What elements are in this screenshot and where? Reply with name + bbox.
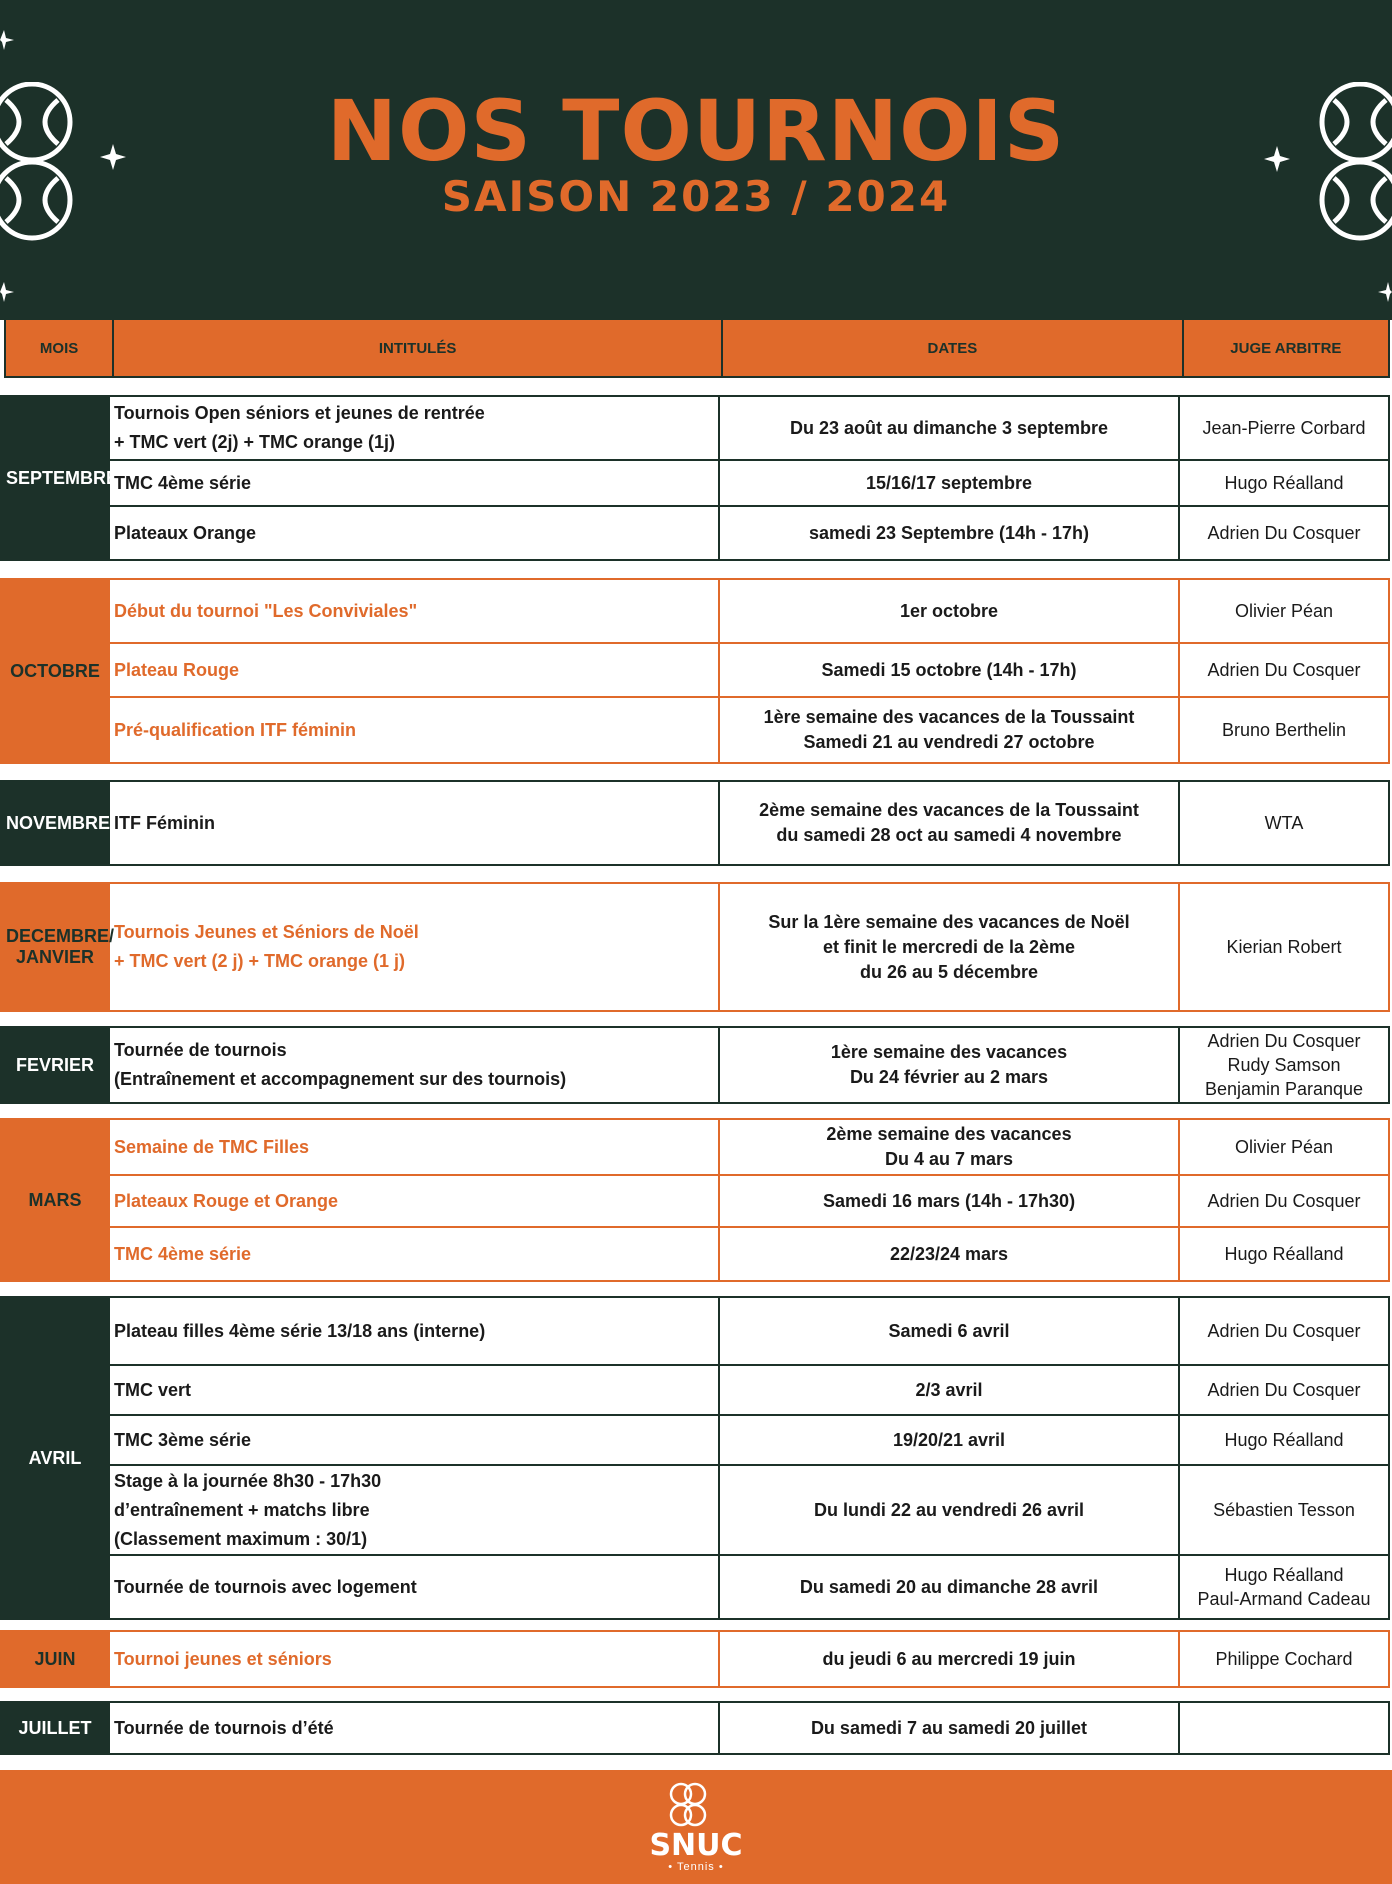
footer-logo-text: SNUC: [649, 1828, 743, 1863]
event-judge: Adrien Du Cosquer: [1179, 1175, 1389, 1227]
month-label: SEPTEMBRE: [1, 396, 109, 560]
event-title: Plateau Rouge: [109, 643, 719, 697]
event-title: Plateaux Orange: [109, 506, 719, 560]
table-row: [1, 883, 1389, 1011]
sparkle-icon: [0, 30, 16, 50]
event-judge: Jean-Pierre Corbard: [1179, 396, 1389, 460]
event-judge: Kierian Robert: [1179, 883, 1389, 1011]
event-title: Stage à la journée 8h30 - 17h30 d’entraînement + matchs libre (Classement maximum : 30/1): [109, 1465, 719, 1555]
snuc-logo-icon: [664, 1782, 712, 1828]
event-judge: Sébastien Tesson: [1179, 1465, 1389, 1555]
event-dates: Du samedi 7 au samedi 20 juillet: [719, 1702, 1179, 1754]
event-judge: WTA: [1179, 781, 1389, 865]
table-row: [1, 1465, 1389, 1555]
column-header-month: MOIS: [5, 319, 113, 377]
event-dates: 2ème semaine des vacances Du 4 au 7 mars: [719, 1119, 1179, 1175]
event-dates: 19/20/21 avril: [719, 1415, 1179, 1465]
month-block: [0, 1118, 1392, 1280]
sparkle-icon: [1376, 282, 1392, 302]
event-dates: Sur la 1ère semaine des vacances de Noël et finit le mercredi de la 2ème du 26 au 5 décembre: [719, 883, 1179, 1011]
event-dates: 1ère semaine des vacances de la Toussaint Samedi 21 au vendredi 27 octobre: [719, 697, 1179, 763]
table-row: [1, 506, 1389, 560]
footer-logo-subtitle: • Tennis •: [668, 1861, 724, 1873]
month-block: [0, 1701, 1392, 1753]
event-dates: 2/3 avril: [719, 1365, 1179, 1415]
month-block: [0, 578, 1392, 762]
event-dates: samedi 23 Septembre (14h - 17h): [719, 506, 1179, 560]
event-title: Tournée de tournois d’été: [109, 1702, 719, 1754]
event-judge: Hugo Réalland: [1179, 1415, 1389, 1465]
event-judge: Adrien Du Cosquer: [1179, 1365, 1389, 1415]
month-block: [0, 395, 1392, 559]
event-judge: Adrien Du Cosquer: [1179, 1297, 1389, 1365]
month-label: MARS: [1, 1119, 109, 1281]
table-row: [1, 1297, 1389, 1365]
table-row: [1, 460, 1389, 506]
month-label: FEVRIER: [1, 1027, 109, 1103]
event-title: Semaine de TMC Filles: [109, 1119, 719, 1175]
table-row: [1, 781, 1389, 865]
event-dates: 15/16/17 septembre: [719, 460, 1179, 506]
event-dates: Samedi 6 avril: [719, 1297, 1179, 1365]
event-judge: Bruno Berthelin: [1179, 697, 1389, 763]
month-label: NOVEMBRE: [1, 781, 109, 865]
event-title: TMC 4ème série: [109, 1227, 719, 1281]
column-header-title: INTITULÉS: [113, 319, 722, 377]
month-label: OCTOBRE: [1, 579, 109, 763]
event-judge: Hugo Réalland: [1179, 460, 1389, 506]
event-title: Tournée de tournois (Entraînement et accompagnement sur des tournois): [109, 1027, 719, 1103]
table-row: [1, 1702, 1389, 1754]
header-banner: [0, 0, 1392, 320]
event-title: Tournoi jeunes et séniors: [109, 1631, 719, 1687]
event-judge: Philippe Cochard: [1179, 1631, 1389, 1687]
table-row: [1, 1415, 1389, 1465]
event-judge: Adrien Du Cosquer: [1179, 506, 1389, 560]
column-header-dates: DATES: [722, 319, 1183, 377]
month-block: [0, 1296, 1392, 1618]
table-row: [1, 1175, 1389, 1227]
page-subtitle: SAISON 2023 / 2024: [441, 172, 951, 221]
table-row: [1, 643, 1389, 697]
event-dates: Samedi 16 mars (14h - 17h30): [719, 1175, 1179, 1227]
event-dates: Du lundi 22 au vendredi 26 avril: [719, 1465, 1179, 1555]
table-row: [1, 1555, 1389, 1619]
event-title: Tournois Open séniors et jeunes de rentrée + TMC vert (2j) + TMC orange (1j): [109, 396, 719, 460]
event-title: TMC vert: [109, 1365, 719, 1415]
event-title: TMC 3ème série: [109, 1415, 719, 1465]
event-dates: Du 23 août au dimanche 3 septembre: [719, 396, 1179, 460]
event-title: Début du tournoi "Les Conviviales": [109, 579, 719, 643]
event-judge: Hugo Réalland Paul-Armand Cadeau: [1179, 1555, 1389, 1619]
table-row: [1, 697, 1389, 763]
month-block: [0, 1026, 1392, 1102]
month-block: [0, 1630, 1392, 1686]
event-judge: Adrien Du Cosquer: [1179, 643, 1389, 697]
event-dates: 1ère semaine des vacances Du 24 février au 2 mars: [719, 1027, 1179, 1103]
sparkle-icon: [0, 282, 16, 302]
month-block: [0, 882, 1392, 1010]
event-dates: 2ème semaine des vacances de la Toussaint du samedi 28 oct au samedi 4 novembre: [719, 781, 1179, 865]
column-header-judge: JUGE ARBITRE: [1183, 319, 1389, 377]
event-title: Tournée de tournois avec logement: [109, 1555, 719, 1619]
month-label: AVRIL: [1, 1297, 109, 1619]
table-row: [1, 1631, 1389, 1687]
event-title: Pré-qualification ITF féminin: [109, 697, 719, 763]
table-row: [1, 1227, 1389, 1281]
event-judge: Olivier Péan: [1179, 1119, 1389, 1175]
event-dates: Samedi 15 octobre (14h - 17h): [719, 643, 1179, 697]
event-dates: du jeudi 6 au mercredi 19 juin: [719, 1631, 1179, 1687]
event-judge: [1179, 1702, 1389, 1754]
month-label: JUIN: [1, 1631, 109, 1687]
event-judge: Hugo Réalland: [1179, 1227, 1389, 1281]
table-row: [1, 396, 1389, 460]
event-dates: 1er octobre: [719, 579, 1179, 643]
month-label: DECEMBRE/ JANVIER: [1, 883, 109, 1011]
table-row: [1, 1365, 1389, 1415]
event-title: Tournois Jeunes et Séniors de Noël + TMC vert (2 j) + TMC orange (1 j): [109, 883, 719, 1011]
event-judge: Olivier Péan: [1179, 579, 1389, 643]
month-block: [0, 780, 1392, 864]
event-title: ITF Féminin: [109, 781, 719, 865]
event-dates: 22/23/24 mars: [719, 1227, 1179, 1281]
month-label: JUILLET: [1, 1702, 109, 1754]
event-title: TMC 4ème série: [109, 460, 719, 506]
page-title: NOS TOURNOIS: [326, 82, 1066, 180]
table-row: [1, 1027, 1389, 1103]
event-dates: Du samedi 20 au dimanche 28 avril: [719, 1555, 1179, 1619]
event-judge: Adrien Du Cosquer Rudy Samson Benjamin Paranque: [1179, 1027, 1389, 1103]
table-row: [1, 579, 1389, 643]
event-title: Plateau filles 4ème série 13/18 ans (interne): [109, 1297, 719, 1365]
event-title: Plateaux Rouge et Orange: [109, 1175, 719, 1227]
table-row: [1, 1119, 1389, 1175]
column-header-row: [4, 318, 1390, 378]
